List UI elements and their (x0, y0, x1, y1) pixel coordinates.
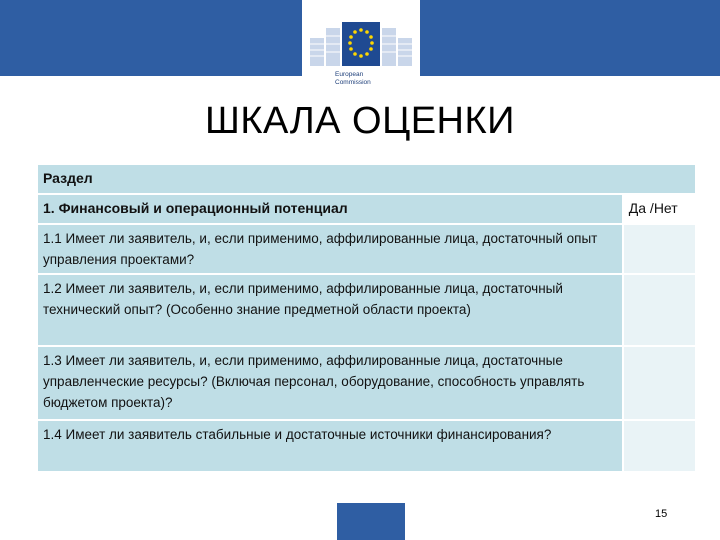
footer-logo (337, 503, 405, 540)
answer-cell[interactable] (624, 225, 695, 273)
page-title: ШКАЛА ОЦЕНКИ (205, 100, 515, 142)
logo-line-2: Commission (335, 79, 371, 86)
criterion-text: 1.3 Имеет ли заявитель, и, если применимо, аффилированные лица, достаточные управленческие ресурсы? (Включая персонал, оборудование, способность управлять бюджетом проекта)? (38, 347, 622, 419)
section-title: 1. Финансовый и операционный потенциал (38, 195, 622, 223)
criterion-text: 1.4 Имеет ли заявитель стабильные и достаточные источники финансирования? (38, 421, 622, 471)
criterion-text: 1.2 Имеет ли заявитель, и, если применимо, аффилированные лица, достаточный технический опыт? (Особенно знание предметной области проекта) (38, 275, 622, 345)
ec-logo-text (335, 71, 415, 87)
ec-logo (302, 0, 420, 104)
answer-cell[interactable] (624, 347, 695, 419)
logo-line-1: European (335, 71, 364, 78)
answer-header: Да /Нет (624, 195, 695, 223)
ec-building-icon (302, 0, 420, 72)
answer-cell[interactable] (624, 275, 695, 345)
answer-cell[interactable] (624, 421, 695, 471)
assessment-table (36, 163, 697, 473)
section-label: Раздел (38, 165, 695, 193)
criterion-text: 1.1 Имеет ли заявитель, и, если применимо, аффилированные лица, достаточный опыт управления проектами? (38, 225, 622, 273)
page-number: 15 (655, 508, 668, 520)
